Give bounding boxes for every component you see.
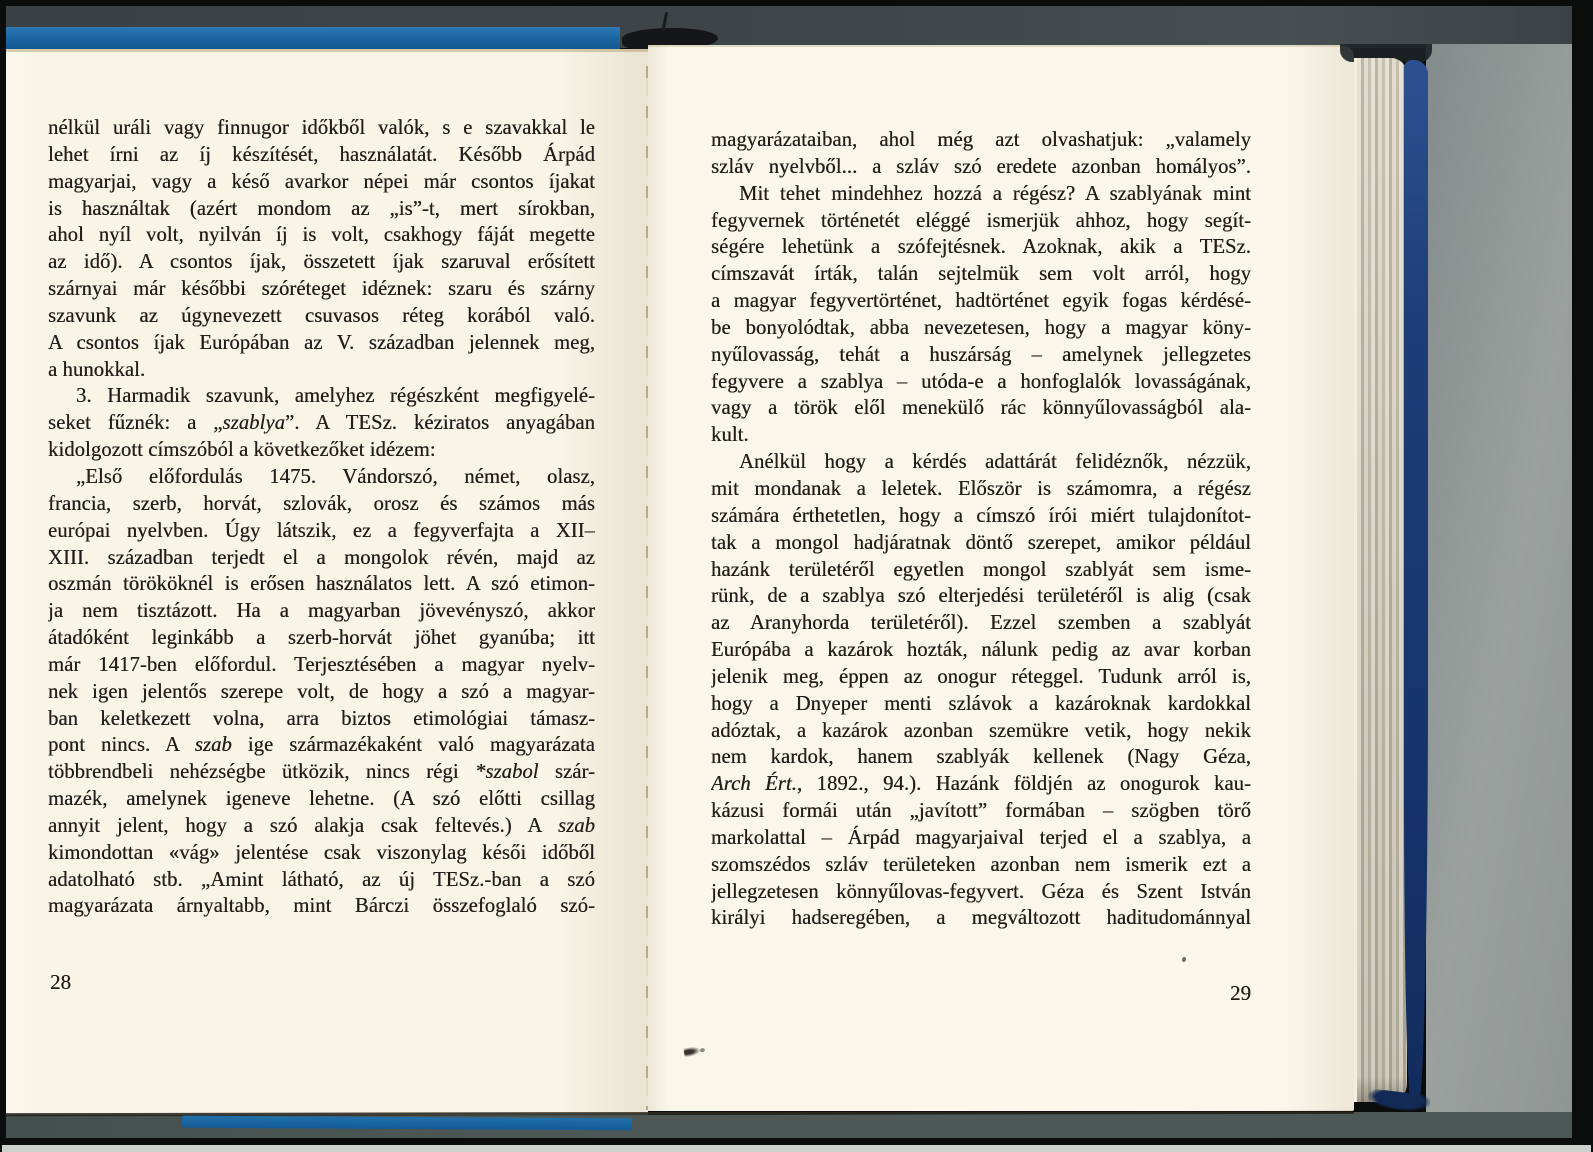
text-line: kázusi formái után „javított” formában – szögben törő [711, 800, 1251, 823]
text-line: szárnyai már későbbi szóréteget idéznek: szaru és szárny [48, 278, 595, 301]
book-cover-edge-top [6, 27, 620, 50]
text-line: ségére lehetünk a szófejtésnek. Azoknak, akik a TESz. [711, 236, 1251, 259]
text-line: már 1417-ben előfordul. Terjesztésében a magyar nyelv- [48, 653, 595, 676]
text-line: ahol nyíl volt, nyilván íj is volt, csakhogy fáját megette [48, 224, 595, 247]
scanner-background-right [1426, 44, 1572, 1116]
text-line: szláv nyelvből... a szláv szó eredete azonban homályos”. [711, 155, 1251, 178]
text-line: magyarázataiban, ahol még azt olvashatjuk: „valamely [711, 129, 1251, 151]
text-line: szomszédos szláv területeken azonban nem ismerik ezt a [711, 853, 1251, 876]
text-line: XIII. században terjedt el a mongolok révén, majd az [48, 546, 595, 569]
scan-edge-strip [2, 1145, 1591, 1152]
page-number-left: 28 [50, 970, 71, 994]
text-line: Európába a kazárok hozták, nálunk pedig az avar korban [711, 639, 1251, 662]
text-line: jellegzetesen könnyűlovas-fegyvert. Géza és Szent István [711, 880, 1251, 903]
text-line: kimondottan «vág» jelentése csak viszonylag késői időből [48, 841, 595, 864]
text-line: kult. [711, 424, 749, 447]
gutter-crease [646, 56, 648, 1110]
text-line: mit mondanak a leletek. Először is számomra, a régész [711, 477, 1251, 500]
text-line: adóztak, a kazárok azonban szemükre vetik, hogy nekik [711, 719, 1251, 742]
text-line: Anélkül hogy a kérdés adattárát felidéznők, nézzük, [739, 451, 1251, 474]
text-line: 3. Harmadik szavunk, amelyhez régészként megfigyelé- [76, 385, 595, 408]
text-line: tak a mongol hadjáratnak döntő szerepet, amikor például [711, 531, 1251, 554]
text-line: Mit tehet mindehhez hozzá a régész? A szablyának mint [739, 182, 1251, 205]
right-page-text [711, 127, 1251, 932]
text-line: magyarjai, vagy a késő avarkor népei már csontos íjakat [48, 170, 595, 193]
text-line: is használtak (azért mondom az „is”-t, mert sírokban, [48, 197, 595, 220]
text-line: hogy a Dnyeper menti szlávok a kazároknak kardokkal [711, 692, 1251, 715]
text-line: mazék, amelynek igeneve lehetne. (A szó előtti csillag [48, 788, 595, 811]
text-line: fegyvernek történetét eléggé ismerjük ahhoz, hogy segít- [711, 209, 1251, 232]
text-line: fegyvere a szablya – utóda-e a honfoglalók lovasságának, [711, 370, 1251, 393]
text-line: számára érthetetlen, hogy a címszó írói miért tulajdonítot- [711, 504, 1251, 527]
text-line: nélkül uráli vagy finnugor időkből valók, s e szavakkal le [48, 117, 595, 139]
scan-border-bottom [0, 1138, 1593, 1145]
text-line: európai nyelvben. Úgy látszik, ez a fegyverfajta a XII– [48, 519, 595, 542]
text-line: adatolható stb. „Amint látható, az új TESz.-ban a szó [48, 868, 595, 891]
text-line: magyarázata árnyaltabb, mint Bárczi összefoglaló szó- [48, 895, 595, 918]
text-line: királyi hadseregében, a megváltozott haditudománnyal [711, 907, 1251, 930]
text-line: nyűlovasság, tehát a huszárság – amelynek jellegzetes [711, 343, 1251, 366]
text-line: A csontos íjak Európában az V. században jelennek meg, [48, 331, 595, 354]
text-line: a hunokkal. [48, 358, 146, 381]
text-line: nek igen jelentős szerepe volt, de hogy a szó a magyar- [48, 680, 595, 703]
text-line: címszavát írták, talán sejtelmük sem volt arról, hogy [711, 263, 1251, 286]
text-line: markolattal – Árpád magyarjaival terjed el a szablya, a [711, 826, 1251, 849]
text-line: jelenik meg, éppen az onogur réteggel. Tudunk arról is, [711, 665, 1251, 688]
text-line: rünk, de a szablya szó elterjedési területéről is alig (csak [711, 585, 1251, 608]
text-line: lehet írni az íj készítését, használatát. Később Árpád [48, 143, 595, 166]
text-line: Arch Ért., 1892., 94.). Hazánk földjén az onogurok kau- [711, 773, 1251, 796]
text-line: a magyar fegyvertörténet, hadtörténet egyik fogas kérdésé- [711, 290, 1251, 313]
text-line: francia, szerb, horvát, szlovák, orosz és számos más [48, 492, 595, 515]
text-line: szavunk az úgynevezett csuvasos réteg korából való. [48, 304, 595, 327]
text-line: be bonyolódtak, abba nevezetesen, hogy a magyar köny- [711, 316, 1251, 339]
book-cover-edge-right [1404, 60, 1428, 1104]
text-line: nem kardok, hanem szablyák kellenek (Nagy Géza, [711, 746, 1251, 769]
text-line: pont nincs. A szab ige származékaként való magyarázata [48, 734, 595, 757]
text-line: annyit jelent, hogy a szó alakja csak feltevés.) A szab [48, 814, 595, 837]
left-page-text [48, 115, 595, 920]
text-line: az idő). A csontos íjak, összetett íjak szaruval erősített [48, 251, 595, 274]
text-line: átadóként leginkább a szerb-horvát jöhet gyanúba; itt [48, 627, 595, 650]
text-line: többrendbeli nehézségbe ütközik, nincs régi *szabol szár- [48, 761, 595, 784]
text-line: az Aranyhorda területéről). Ezzel szemben a szablyát [711, 612, 1251, 635]
page-number-right: 29 [1230, 981, 1251, 1005]
text-line: vagy a török elől menekülő rác könnyűlovasságból ala- [711, 397, 1251, 420]
text-line: kidolgozott címszóból a következőket idézem: [48, 439, 436, 462]
page-edge-stack [1354, 58, 1407, 1102]
text-line: seket fűznék: a „szablya”. A TESz. kéziratos anyagában [48, 412, 595, 435]
text-line: ban keletkezett volna, arra biztos etimológiai támasz- [48, 707, 595, 730]
text-line: hazánk területéről egyetlen mongol szablyát sem isme- [711, 558, 1251, 581]
text-line: oszmán törököknél is erősen használatos lett. A szó etimon- [48, 573, 595, 596]
text-line: „Első előfordulás 1475. Vándorszó, német, olasz, [76, 465, 595, 488]
text-line: ja nem tisztázott. Ha a magyarban jövevényszó, akkor [48, 600, 595, 623]
